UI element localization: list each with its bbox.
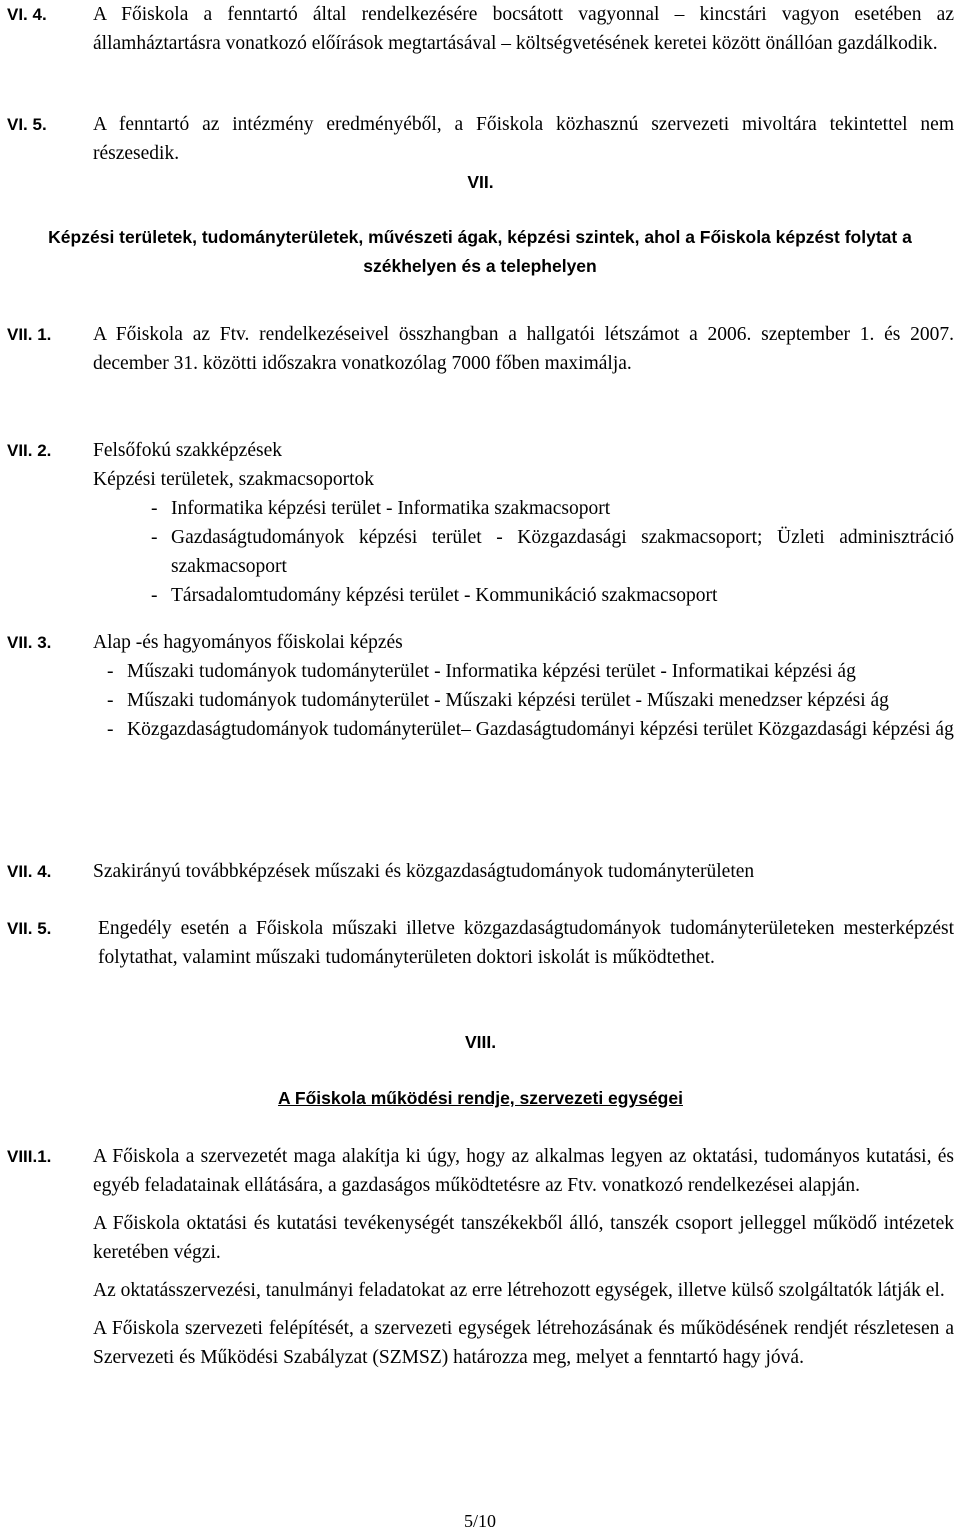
section-number: VI. 4. <box>7 5 47 24</box>
list-item: - Informatika képzési terület - Informatika szakmacsoport <box>151 498 611 519</box>
list-item: - Társadalomtudomány képzési terület - Kommunikáció szakmacsoport <box>151 585 718 606</box>
section-text: Engedély esetén a Főiskola műszaki illetve közgazdaságtudományok tudományterületeken mesterképzést folytathat, valamint műszaki tudományterületen doktori iskolát is működtethet. <box>98 918 954 968</box>
section-number: VII. 4. <box>7 862 52 881</box>
section-text: A Főiskola a fenntartó által rendelkezésére bocsátott vagyonnal – kincstári vagyon esetében az államháztartásra vonatkozó előírások megtartásával – költségvetésének keretei között önállóan gazdálkodik. <box>93 4 954 54</box>
list-item: - Műszaki tudományok tudományterület - Műszaki képzési terület - Műszaki menedzser képzési ág <box>107 690 889 711</box>
section-vii-5 <box>7 914 954 972</box>
chapter-vii-title: Képzési területek, tudományterületek, művészeti ágak, képzési szintek, ahol a Főiskola képzést folytat a székhelyen és a telephelyen <box>48 227 912 276</box>
section-number: VIII.1. <box>7 1147 52 1166</box>
section-vii-3 <box>7 628 954 744</box>
section-title: Felsőfokú szakképzések <box>93 440 282 461</box>
training-area-list <box>151 494 954 610</box>
section-text: A fenntartó az intézmény eredményéből, a Főiskola közhasznú szervezeti mivoltára tekintettel nem részesedik. <box>93 114 954 164</box>
chapter-vii-number: VII. <box>467 172 494 192</box>
paragraph: A Főiskola szervezeti felépítését, a szervezeti egységek létrehozásának és működésének rendjét részletesen a Szervezeti és Működési Szabályzat (SZMSZ) határozza meg, melyet a fenntartó hagy jóvá. <box>93 1318 954 1368</box>
section-vi-4 <box>7 0 954 58</box>
section-vii-1 <box>7 320 954 378</box>
section-number: VII. 2. <box>7 441 52 460</box>
section-number: VII. 1. <box>7 325 52 344</box>
chapter-viii-title: A Főiskola működési rendje, szervezeti egységei <box>278 1088 683 1108</box>
section-vi-5 <box>7 110 954 168</box>
section-subtitle: Képzési területek, szakmacsoportok <box>93 469 375 490</box>
section-number: VI. 5. <box>7 115 47 134</box>
section-text: Szakirányú továbbképzések műszaki és közgazdaságtudományok tudományterületen <box>93 861 755 882</box>
degree-list <box>107 657 954 744</box>
section-vii-4 <box>7 857 954 886</box>
list-item: - Műszaki tudományok tudományterület - Informatika képzési terület - Informatikai képzési ág <box>107 661 856 682</box>
section-number: VII. 5. <box>7 919 52 938</box>
chapter-viii-number: VIII. <box>464 1032 497 1052</box>
paragraph: A Főiskola oktatási és kutatási tevékenységét tanszékekből álló, tanszék csoport jelleggel működő intézetek keretében végzi. <box>93 1213 954 1263</box>
section-text: A Főiskola az Ftv. rendelkezéseivel összhangban a hallgatói létszámot a 2006. szeptember 1. és 2007. december 31. közötti időszakra vonatkozólag 7000 főben maximálja. <box>93 324 954 374</box>
section-viii-1 <box>7 1142 954 1372</box>
list-item: - Közgazdaságtudományok tudományterület– Gazdaságtudományi képzési terület Közgazdasági képzési ág <box>107 719 954 740</box>
page-number: 5/10 <box>463 1511 496 1531</box>
section-number: VII. 3. <box>7 633 52 652</box>
list-item: - Gazdaságtudományok képzési terület - Közgazdasági szakmacsoport; Üzleti adminisztráció szakmacsoport <box>151 527 954 577</box>
paragraph: Az oktatásszervezési, tanulmányi feladatokat az erre létrehozott egységek, illetve külső szolgáltatók látják el. <box>93 1280 945 1301</box>
section-title: Alap -és hagyományos főiskolai képzés <box>93 632 403 653</box>
paragraph: A Főiskola a szervezetét maga alakítja ki úgy, hogy az alkalmas legyen az oktatási, tudományos kutatási, és egyéb feladatainak ellátására, a gazdaságos működtetésre az Ftv. vonatkozó rendelkezései alapján. <box>93 1146 954 1196</box>
section-vii-2 <box>7 436 954 610</box>
